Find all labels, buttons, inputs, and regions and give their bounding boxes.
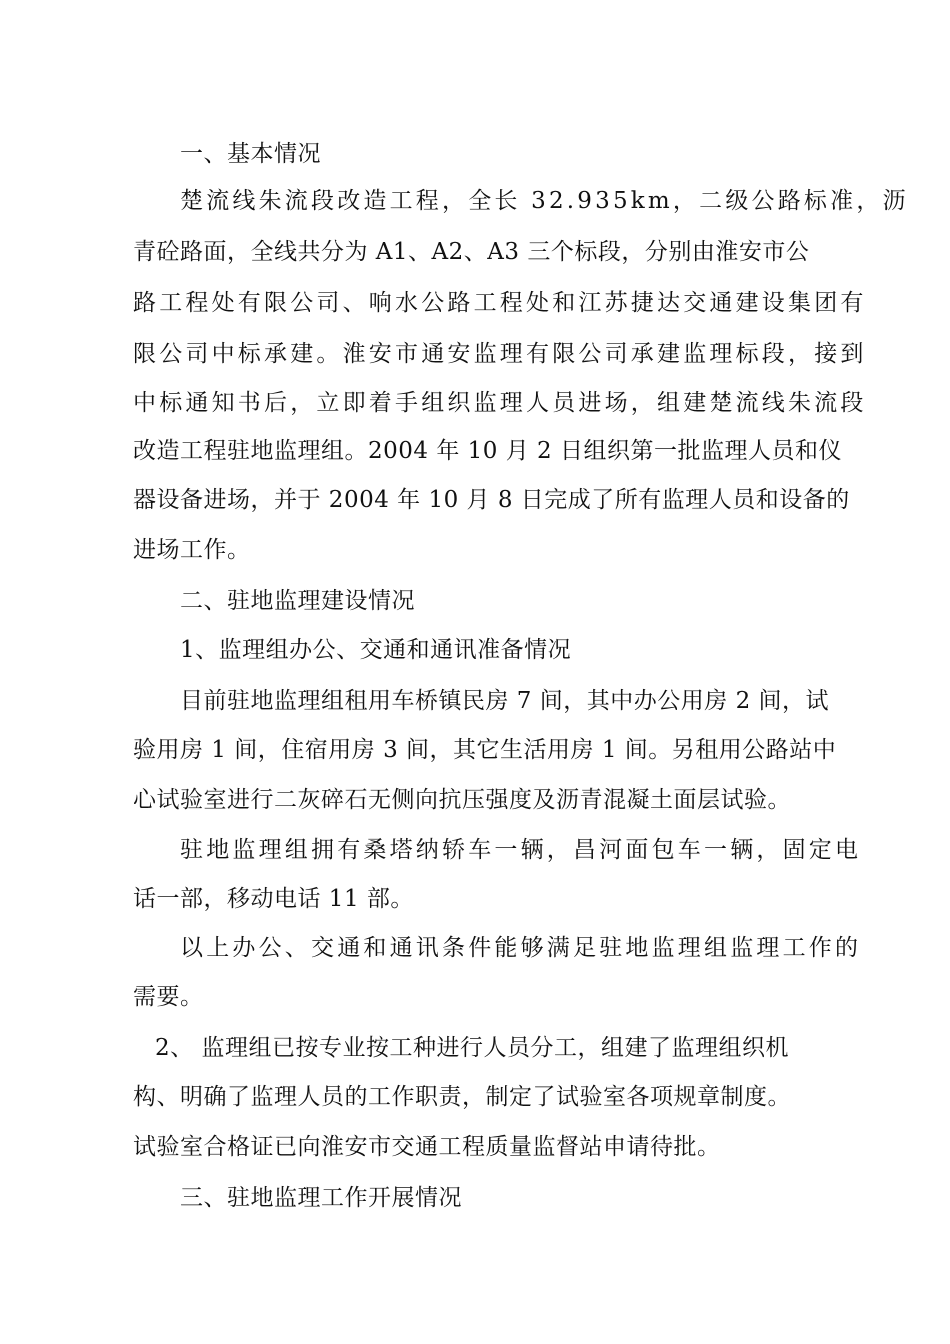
paragraph-line: 进场工作。 (133, 537, 251, 563)
paragraph-line: 楚流线朱流段改造工程，全长 32.935km，二级公路标准，沥 (180, 188, 909, 214)
paragraph-line: 试验室合格证已向淮安市交通工程质量监督站申请待批。 (133, 1134, 721, 1160)
paragraph-line: 构、明确了监理人员的工作职责，制定了试验室各项规章制度。 (133, 1084, 791, 1110)
paragraph-line: 驻地监理组拥有桑塔纳轿车一辆，昌河面包车一辆，固定电 (180, 837, 862, 863)
heading-basic-situation: 一、基本情况 (180, 141, 321, 167)
heading-work-progress: 三、驻地监理工作开展情况 (180, 1185, 462, 1211)
subheading-office-preparation: 1、监理组办公、交通和通讯准备情况 (180, 637, 572, 663)
paragraph-line: 改造工程驻地监理组。2004 年 10 月 2 日组织第一批监理人员和仪 (133, 438, 842, 464)
paragraph-line: 中标通知书后，立即着手组织监理人员进场，组建楚流线朱流段 (133, 390, 867, 416)
paragraph-line: 验用房 1 间，住宿用房 3 间，其它生活用房 1 间。另租用公路站中 (133, 737, 837, 763)
paragraph-line: 路工程处有限公司、响水公路工程处和江苏捷达交通建设集团有 (133, 290, 867, 316)
paragraph-line: 2、 监理组已按专业按工种进行人员分工，组建了监理组织机 (155, 1035, 789, 1061)
heading-station-construction: 二、驻地监理建设情况 (180, 588, 415, 614)
paragraph-line: 以上办公、交通和通讯条件能够满足驻地监理组监理工作的 (180, 935, 862, 961)
paragraph-line: 限公司中标承建。淮安市通安监理有限公司承建监理标段，接到 (133, 341, 867, 367)
paragraph-line: 器设备进场，并于 2004 年 10 月 8 日完成了所有监理人员和设备的 (133, 487, 850, 513)
paragraph-line: 话一部，移动电话 11 部。 (133, 886, 414, 912)
paragraph-line: 需要。 (133, 984, 204, 1010)
paragraph-line: 青砼路面，全线共分为 A1、A2、A3 三个标段，分别由淮安市公 (133, 239, 810, 265)
paragraph-line: 目前驻地监理组租用车桥镇民房 7 间，其中办公用房 2 间，试 (180, 688, 830, 714)
paragraph-line: 心试验室进行二灰碎石无侧向抗压强度及沥青混凝土面层试验。 (133, 787, 791, 813)
